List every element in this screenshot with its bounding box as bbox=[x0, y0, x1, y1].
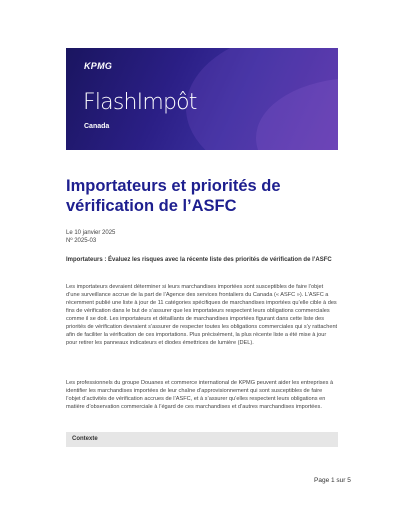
header-banner bbox=[66, 48, 338, 150]
publication-brand: FlashImpôt bbox=[83, 90, 197, 115]
issue-date: Le 10 janvier 2025 bbox=[66, 230, 116, 236]
issue-number: Nº 2025-03 bbox=[66, 238, 97, 244]
section-header bbox=[66, 432, 338, 447]
page-title: Importateurs et priorités de vérification de l’ASFC bbox=[66, 177, 281, 215]
section-title: Contexte bbox=[72, 436, 98, 442]
body-paragraph: Les professionnels du groupe Douanes et commerce international de KPMG peuvent aider les entreprises à identifier les marchandises importées de leur chaîne d’approvisionnement qui sont susceptibles de faire l’objet d’activités de vérification accrues de l’ASFC, et à s’assurer qu’elles respectent leurs obligations en matière d’observation commerciale à l’égard de ces marchandises et d’autres marchandises importées. bbox=[66, 380, 334, 410]
kpmg-logo: KPMG bbox=[84, 61, 113, 71]
issue-meta bbox=[66, 229, 115, 245]
body-paragraph: Les importateurs devraient déterminer si leurs marchandises importées sont susceptibles de faire l’objet d’une surveillance accrue de la part de l’Agence des services frontaliers du Canada (« ASFC »). L’ASFC a récemment publié une liste à jour de 11 catégories spécifiques de marchandises importées qu’elle cible à des fins de vérification dans le but de s’assurer que les importateurs respectent leurs obligations commerciales comme il se doit. Les importateurs et détaillants de marchandises importées figurant dans cette liste des priorités de vérification devraient s’assurer de respecter toutes les obligations commerciales qui s’y rattachent afin de faciliter la vérification de ces importations. Plus précisément, la plus récente liste a été mise à jour pour retirer les panneaux indicateurs et diodes émettrices de lumière (DEL). bbox=[66, 284, 338, 346]
page-number: Page 1 sur 5 bbox=[314, 477, 351, 484]
lead-summary: Importateurs : Évaluez les risques avec la récente liste des priorités de vérification de l’ASFC bbox=[66, 257, 332, 263]
country-label: Canada bbox=[84, 123, 110, 130]
